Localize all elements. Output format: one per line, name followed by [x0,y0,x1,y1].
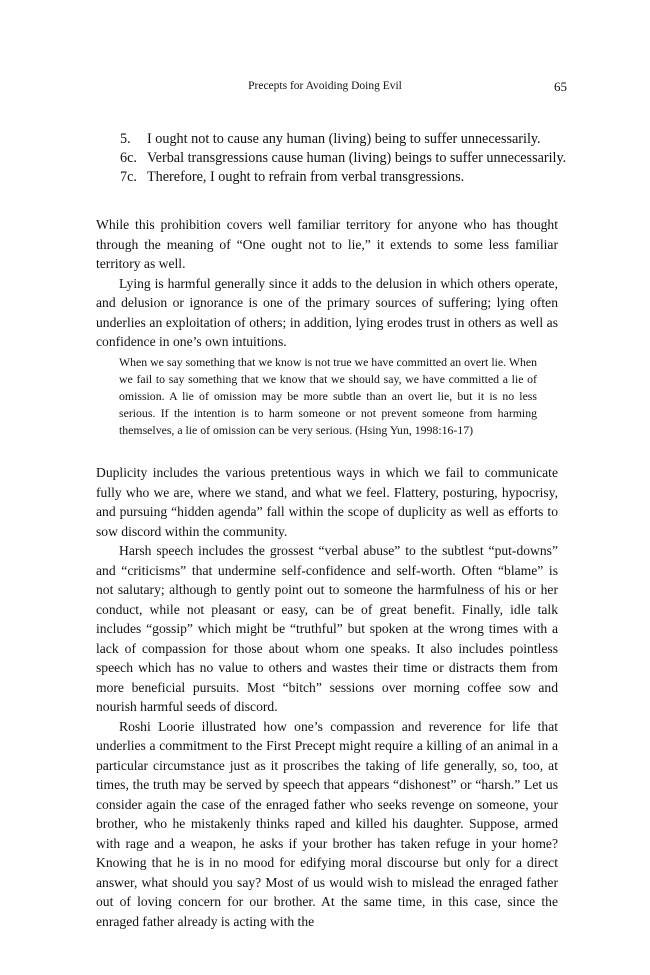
premise-text: Verbal transgressions cause human (living) beings to suffer unnecessarily. [147,150,567,166]
premise-list [120,130,580,187]
premise-item [120,168,580,187]
body-text-after-quote [96,463,558,931]
paragraph: Lying is harmful generally since it adds to the delusion in which others operate, and delusion or ignorance is one of the primary sources of suffering; lying often underlies an exploitation of others; in addition, lying erodes trust in others as well as confidence in one’s own intuitions. [96,275,558,349]
page-number: 65 [554,79,567,94]
premise-item [120,130,580,149]
block-quote: When we say something that we know is not true we have committed an overt lie. When we fail to say something that we know that we should say, we have committed a lie of omission. A lie of omission may be more subtle than an overt lie, but it is no less serious. If the intention is to harm someone or not prevent someone from harming themselves, a lie of omission can be very serious. (Hsing Yun, 1998:16-17) [119,355,537,437]
premise-number: 6c. [120,150,137,166]
paragraph: Harsh speech includes the grossest “verbal abuse” to the subtlest “put-downs” and “criticisms” that undermine self-confidence and self-worth. Often “blame” is not salutary; although to gently point out to someone the harmfulness of his or her conduct, while not pleasant or easy, can be of great benefit. Finally, idle talk includes “gossip” which might be “truthful” but spoken at the wrong times with a lack of compassion for those about whom one speaks. It also includes pointless speech which has no value to others and wastes their time or distracts them from more beneficial pursuits. Most “bitch” sessions over morning coffee sow and nourish harmful seeds of discord. [96,543,558,714]
premise-item [120,149,580,168]
running-head [0,80,650,96]
paragraph: While this prohibition covers well familiar territory for anyone who has thought through the meaning of “One ought not to lie,” it extends to some less familiar territory as well. [96,217,558,271]
paragraph: Roshi Loorie illustrated how one’s compassion and reverence for life that underlies a commitment to the First Precept might require a killing of an animal in a particular circumstance just as it proscribes the taking of life generally, so, too, at times, the truth may be served by speech that appears “dishonest” or “harsh.” Let us consider again the case of the enraged father who seeks revenge on someone, your brother, who he mistakenly thinks raped and killed his daughter. Suppose, armed with rage and a weapon, he asks if your brother has taken refuge in your home? Knowing that he is in no mood for edifying moral discourse but only for a direct answer, what should you say? Most of us would wish to mislead the enraged father out of loving concern for our brother. At the same time, in this case, since the enraged father already is acting with the [96,718,558,929]
premise-text: I ought not to cause any human (living) being to suffer unnecessarily. [147,131,541,147]
running-title: Precepts for Avoiding Doing Evil [248,80,402,92]
premise-number: 5. [120,131,131,147]
premise-text: Therefore, I ought to refrain from verbal transgressions. [147,169,465,185]
body-text-before-quote [96,215,558,352]
paragraph: Duplicity includes the various pretentious ways in which we fail to communicate fully who we are, where we stand, and what we feel. Flattery, posturing, hypocrisy, and pursuing “hidden agenda” fall within the scope of duplicity as well as efforts to sow discord within the community. [96,465,558,539]
premise-number: 7c. [120,169,137,185]
